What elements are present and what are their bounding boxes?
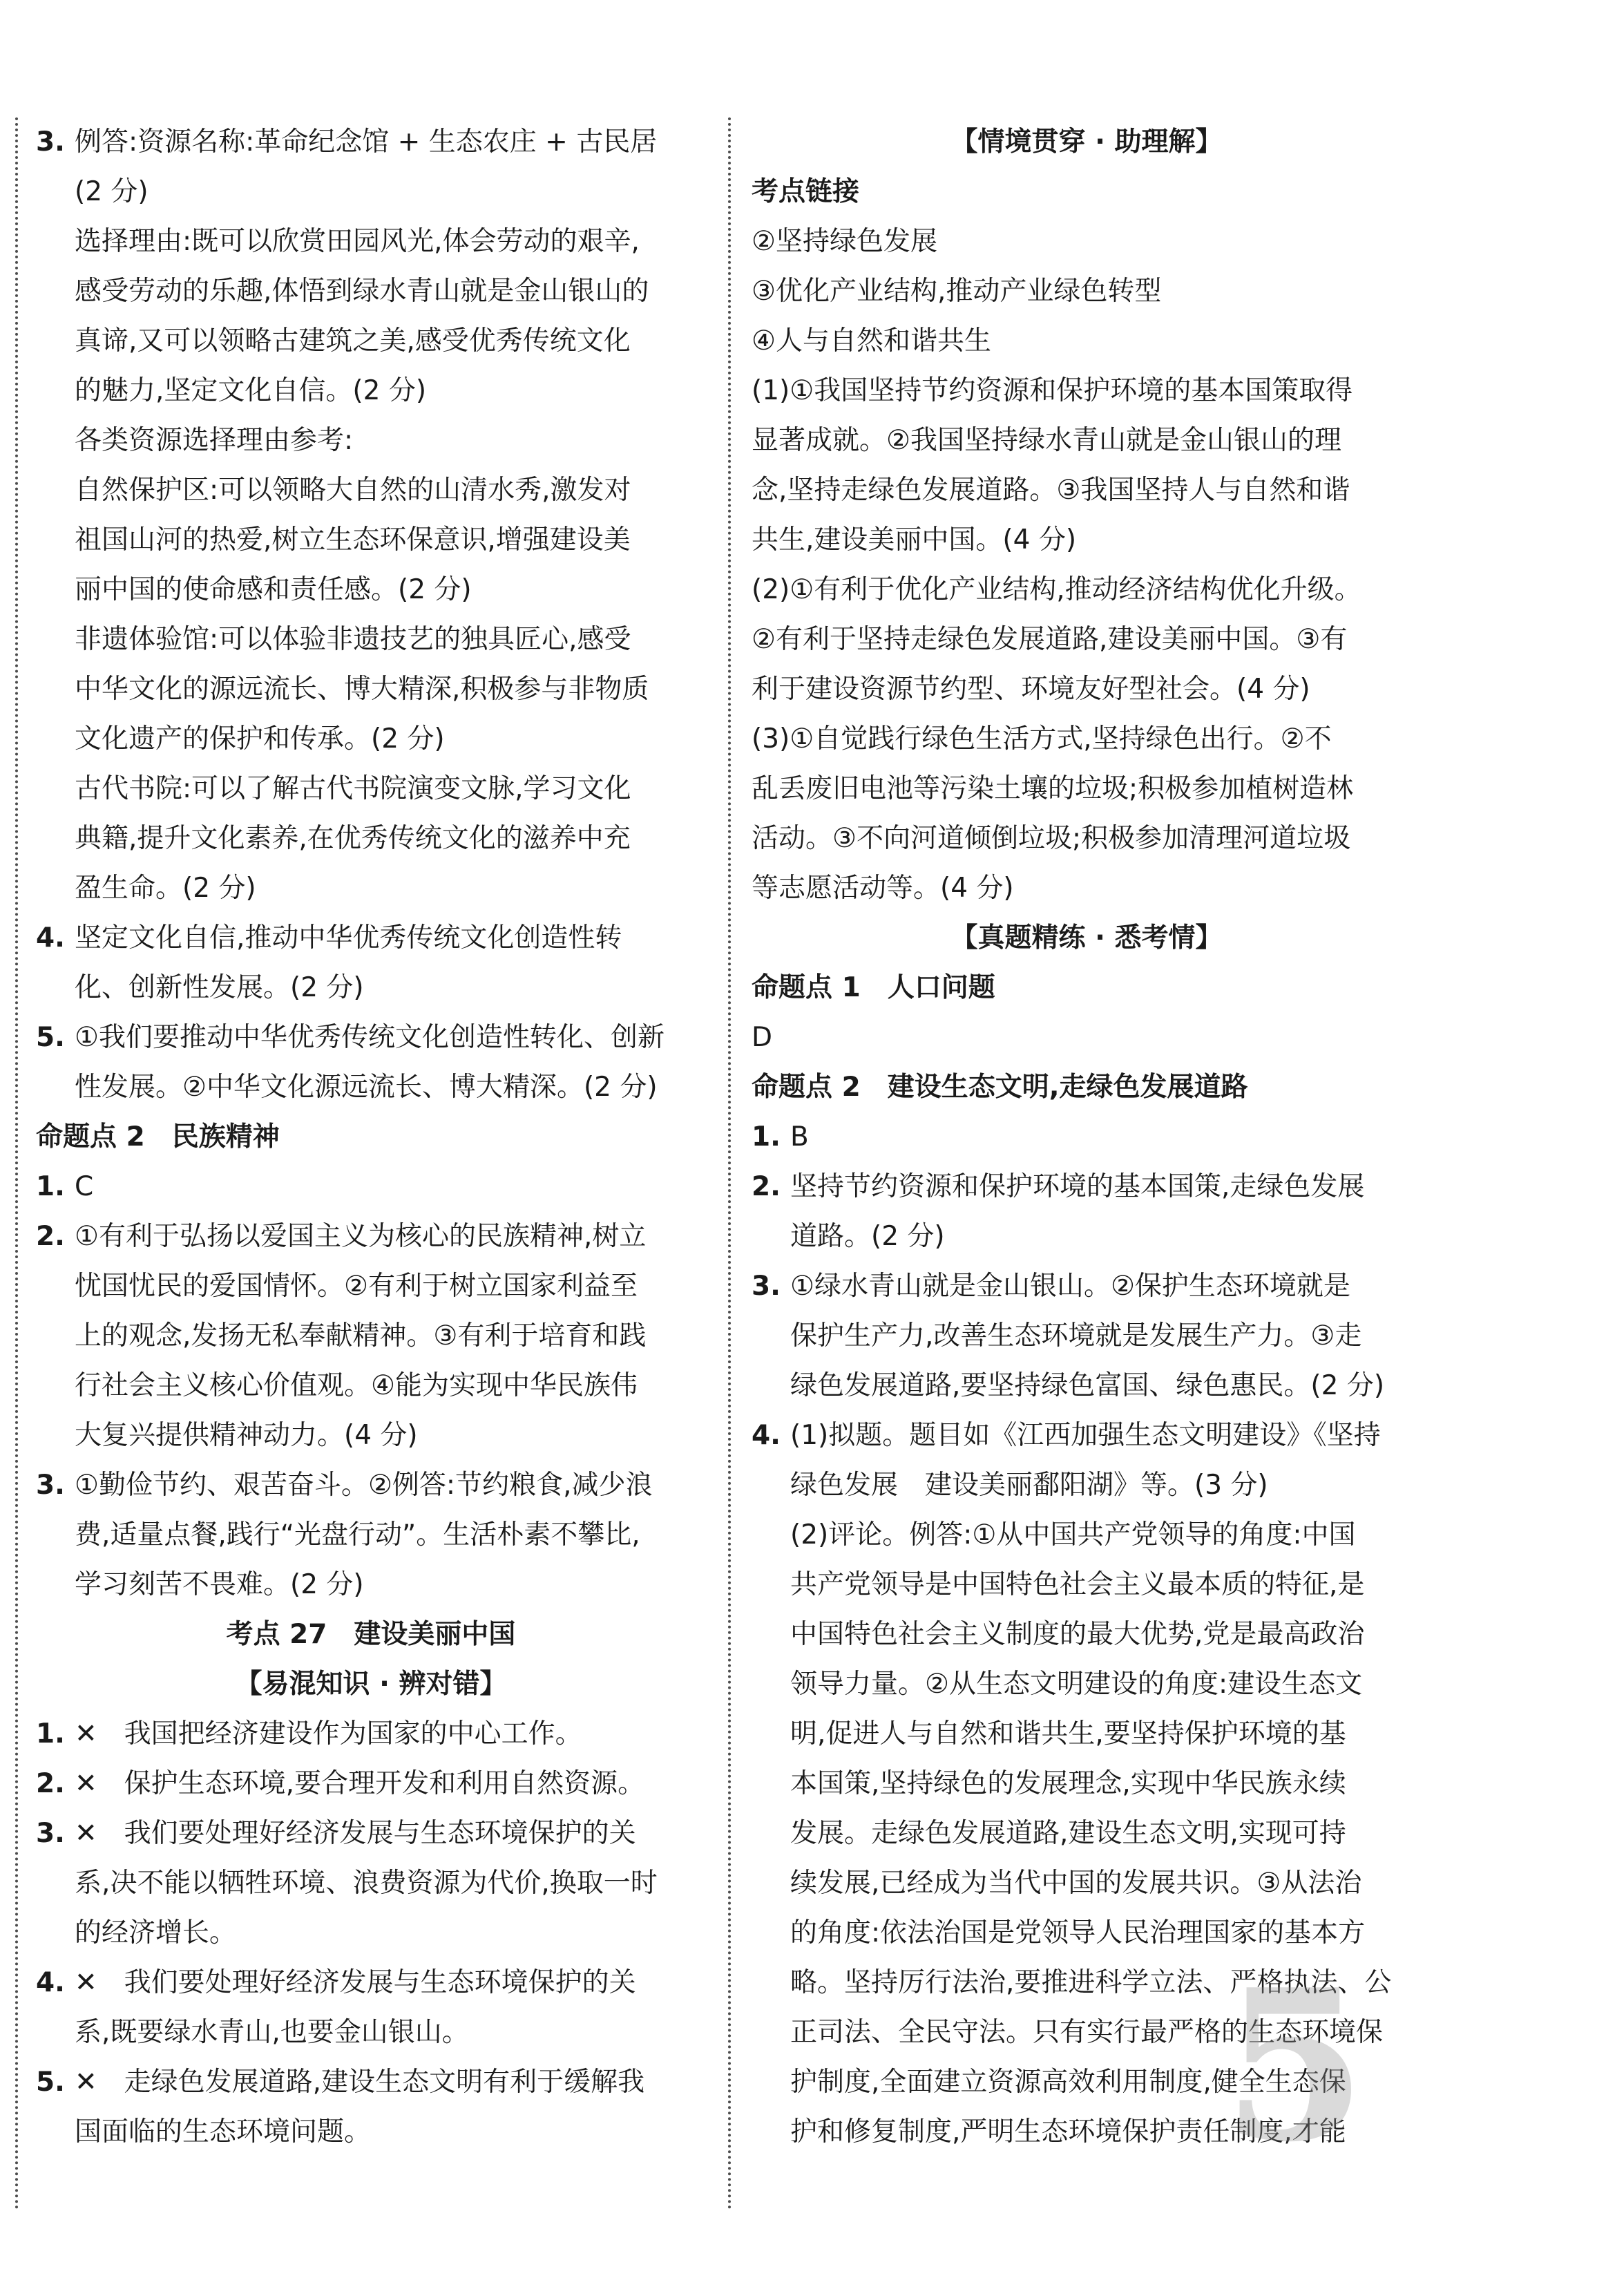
- kaodian-link-item: ③优化产业结构,推动产业绿色转型: [752, 276, 1162, 307]
- section-27-title: 考点 27 建设美丽中国: [226, 1619, 516, 1650]
- topic-2-heading: 命题点 2 建设生态文明,走绿色发展道路: [752, 1072, 1248, 1103]
- context-answer-2: (2)①有利于优化产业结构,推动经济结构优化升级。 ②有利于坚持走绿色发展道路,建设美丽中国。③有 利于建设资源节约型、环境友好型社会。(4 分): [752, 574, 1361, 705]
- left-margin-dotted-line: [15, 117, 18, 2211]
- true-false-item: 4. ✕ 我们要处理好经济发展与生态环境保护的关 系,既要绿水青山,也要金山银山。: [36, 1967, 636, 2048]
- page-number-watermark: 5: [1223, 1944, 1367, 2188]
- topic-2-heading: 命题点 2 民族精神: [36, 1121, 280, 1152]
- column-divider: [728, 117, 731, 2211]
- topic-2-answer-3: 3. ①勤俭节约、艰苦奋斗。②例答:节约粮食,减少浪 费,适量点餐,践行“光盘行动”。生活朴素不攀比, 学习刻苦不畏难。(2 分): [36, 1470, 653, 1600]
- true-false-item: 5. ✕ 走绿色发展道路,建设生态文明有利于缓解我 国面临的生态环境问题。: [36, 2067, 645, 2147]
- real-exam-section-title: 【真题精练 · 悉考情】: [950, 922, 1223, 953]
- kaodian-link-label: 考点链接: [752, 176, 860, 207]
- topic-2-answer-1: 1. C: [36, 1171, 94, 1202]
- topic-1-answer: D: [752, 1022, 773, 1053]
- right-column: [752, 117, 1422, 2188]
- topic-2-answer-4: 4. (1)拟题。题目如《江西加强生态文明建设》《坚持 绿色发展 建设美丽鄱阳湖》等。(3 分) (2)评论。例答:①从中国共产党领导的角度:中国 共产党领导是中国特色社会主义最本质的特征,是 中国特色社会主义制度的最大优势,党是最高政治 领导力量。②从生态文明建设的角度:建设生态文 明,促进人与自然和谐共生,要坚持保护环境的基 本国策,坚持绿色的发展理念,实现中华民族永续 发展。走绿色发展道路,建设生态文明,实现可持 续发展,已经成为当代中国的发展共识。③从法治 的角度:依法治国是党领导人民治理国家的基本方 略。坚持厉行法治,要推进科学立法、严格执法、公 正司法、全民守法。只有实行最严格的生态环境保 护制度,全面建立资源高效利用制度,健全生态保 护和修复制度,严明生态环境保护责任制度,才能: [752, 1420, 1392, 2147]
- kaodian-link-item: ②坚持绿色发展: [752, 226, 937, 257]
- topic-2-answer-2: 2. ①有利于弘扬以爱国主义为核心的民族精神,树立 忧国忧民的爱国情怀。②有利于树立国家利益至 上的观念,发扬无私奉献精神。③有利于培育和践 行社会主义核心价值观。④能为实现中华民族伟 大复兴提供精神动力。(4 分): [36, 1221, 647, 1451]
- context-section-title: 【情境贯穿 · 助理解】: [950, 126, 1223, 158]
- context-answer-3: (3)①自觉践行绿色生活方式,坚持绿色出行。②不 乱丢废旧电池等污染土壤的垃圾;积极参加植树造林 活动。③不向河道倾倒垃圾;积极参加清理河道垃圾 等志愿活动等。(4 分): [752, 723, 1354, 904]
- topic-2-answer-3: 3. ①绿水青山就是金山银山。②保护生态环境就是 保护生产力,改善生态环境就是发展生产力。③走 绿色发展道路,要坚持绿色富国、绿色惠民。(2 分): [752, 1271, 1385, 1401]
- topic-2-answer-1: 1. B: [752, 1121, 809, 1152]
- topic-2-answer-2: 2. 坚持节约资源和保护环境的基本国策,走绿色发展 道路。(2 分): [752, 1171, 1365, 1252]
- kaodian-link-item: ④人与自然和谐共生: [752, 325, 991, 357]
- true-false-item: 3. ✕ 我们要处理好经济发展与生态环境保护的关 系,决不能以牺牲环境、浪费资源为代价,换取一时 的经济增长。: [36, 1818, 658, 1948]
- left-column: [36, 117, 706, 2157]
- answer-3: 3. 例答:资源名称:革命纪念馆 + 生态农庄 + 古民居 (2 分) 选择理由:既可以欣赏田园风光,体会劳动的艰辛, 感受劳动的乐趣,体悟到绿水青山就是金山银山的 真谛,又可以领略古建筑之美,感受优秀传统文化 的魅力,坚定文化自信。(2 分) 各类资源选择理由参考: 自然保护区:可以领略大自然的山清水秀,激发对 祖国山河的热爱,树立生态环保意识,增强建设美 丽中国的使命感和责任感。(2 分) 非遗体验馆:可以体验非遗技艺的独具匠心,感受 中华文化的源远流长、博大精深,积极参与非物质 文化遗产的保护和传承。(2 分) 古代书院:可以了解古代书院演变文脉,学习文化 典籍,提升文化素养,在优秀传统文化的滋养中充 盈生命。(2 分): [36, 126, 658, 904]
- topic-1-heading: 命题点 1 人口问题: [752, 972, 995, 1003]
- section-27-subtitle: 【易混知识 · 辨对错】: [235, 1669, 507, 1700]
- answer-5: 5. ①我们要推动中华优秀传统文化创造性转化、创新 性发展。②中华文化源远流长、博大精深。(2 分): [36, 1022, 665, 1103]
- true-false-item: 2. ✕ 保护生态环境,要合理开发和利用自然资源。: [36, 1768, 645, 1799]
- answer-4: 4. 坚定文化自信,推动中华优秀传统文化创造性转 化、创新性发展。(2 分): [36, 922, 622, 1003]
- true-false-item: 1. ✕ 我国把经济建设作为国家的中心工作。: [36, 1718, 582, 1749]
- context-answer-1: (1)①我国坚持节约资源和保护环境的基本国策取得 显著成就。②我国坚持绿水青山就是金山银山的理 念,坚持走绿色发展道路。③我国坚持人与自然和谐 共生,建设美丽中国。(4 分): [752, 375, 1353, 556]
